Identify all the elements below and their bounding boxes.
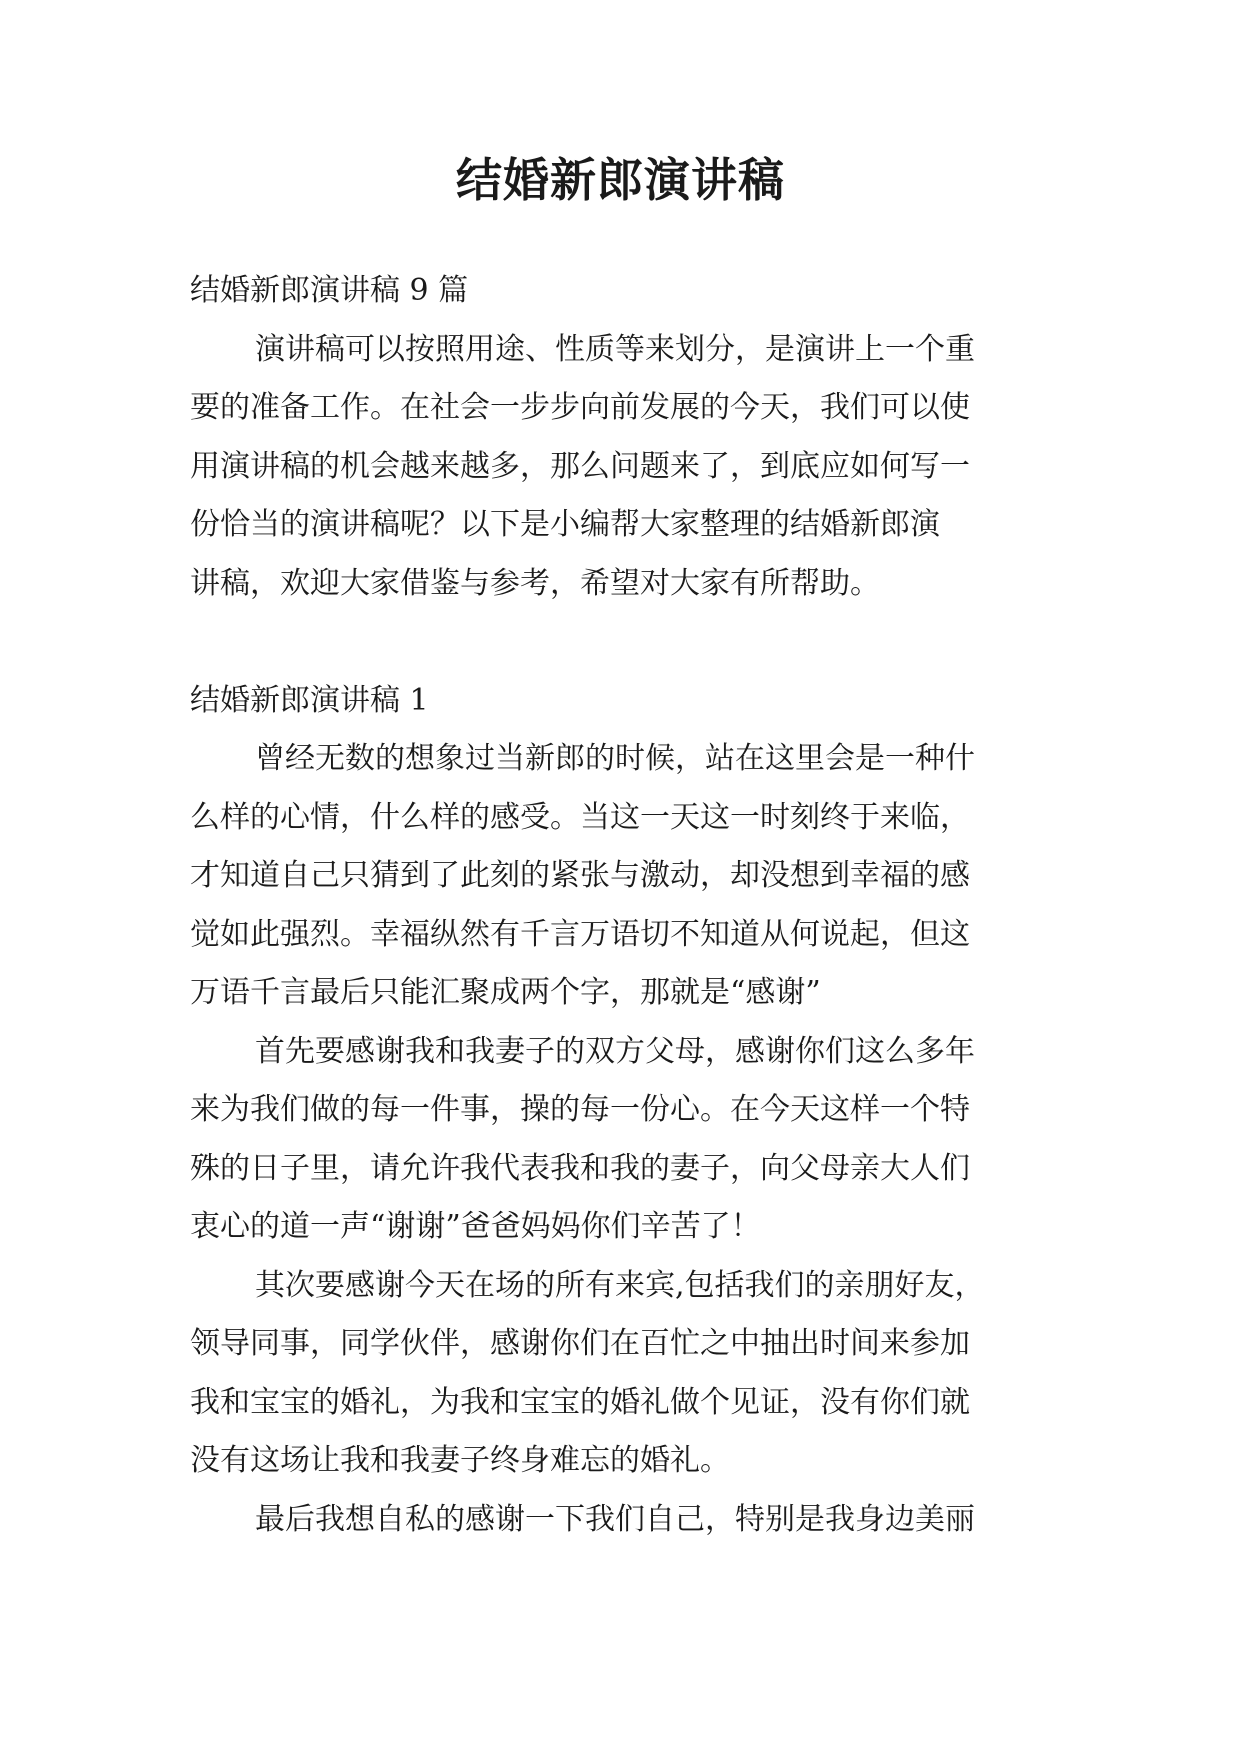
paragraph-line: 曾经无数的想象过当新郎的时候，站在这里会是一种什	[255, 741, 975, 776]
paragraph-line: 来为我们做的每一件事，操的每一份心。在今天这样一个特	[190, 1092, 970, 1127]
paragraph-line: 殊的日子里，请允许我代表我和我的妻子，向父母亲大人们	[190, 1150, 970, 1186]
paragraph-line: 么样的心情，什么样的感受。当这一天这一时刻终于来临，	[190, 799, 970, 835]
paragraph-line: 领导同事，同学伙伴，感谢你们在百忙之中抽出时间来参加	[190, 1326, 970, 1361]
paragraph-line: 没有这场让我和我妻子终身难忘的婚礼。	[190, 1443, 730, 1478]
paragraph-line: 讲稿，欢迎大家借鉴与参考，希望对大家有所帮助。	[190, 565, 880, 601]
paragraph-line: 用演讲稿的机会越来越多，那么问题来了，到底应如何写一	[190, 448, 970, 484]
paragraph-line: 演讲稿可以按照用途、性质等来划分，是演讲上一个重	[255, 331, 975, 367]
paragraph-line: 最后我想自私的感谢一下我们自己，特别是我身边美丽	[255, 1501, 975, 1537]
paragraph-line: 才知道自己只猜到了此刻的紧张与激动，却没想到幸福的感	[190, 858, 970, 893]
paragraph-line: 要的准备工作。在社会一步步向前发展的今天，我们可以使	[190, 390, 970, 425]
document-body	[190, 262, 1060, 1549]
document-title: 结婚新郎演讲稿	[456, 153, 785, 207]
paragraph-line: 我和宝宝的婚礼，为我和宝宝的婚礼做个见证，没有你们就	[190, 1384, 970, 1420]
paragraph-line: 首先要感谢我和我妻子的双方父母，感谢你们这么多年	[255, 1033, 975, 1069]
subtitle-line: 结婚新郎演讲稿 9 篇	[190, 273, 469, 308]
paragraph-line: 衷心的道一声“谢谢”爸爸妈妈你们辛苦了！	[190, 1209, 761, 1244]
paragraph-gap	[190, 613, 1060, 672]
paragraph-line: 份恰当的演讲稿呢？以下是小编帮大家整理的结婚新郎演	[190, 507, 940, 542]
paragraph-line: 其次要感谢今天在场的所有来宾,包括我们的亲朋好友，	[255, 1267, 985, 1303]
section-heading: 结婚新郎演讲稿 1	[190, 682, 429, 718]
paragraph-line: 万语千言最后只能汇聚成两个字，那就是“感谢”	[190, 975, 821, 1010]
paragraph-line: 觉如此强烈。幸福纵然有千言万语切不知道从何说起，但这	[190, 916, 970, 952]
